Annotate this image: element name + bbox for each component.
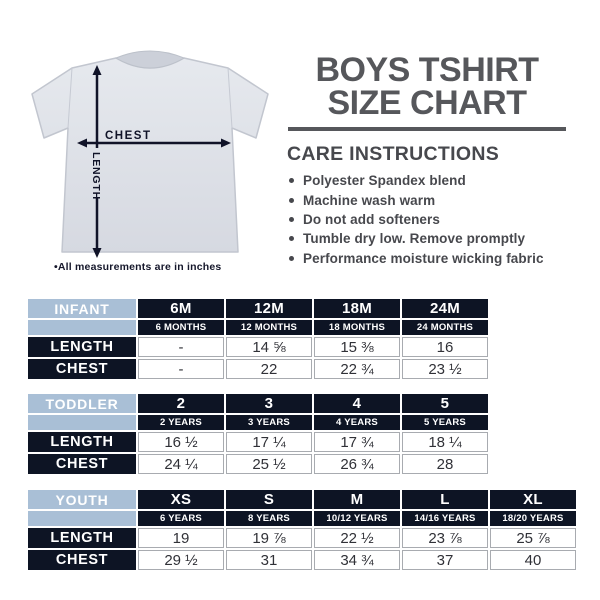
size-header: 5	[402, 394, 488, 413]
chest-value: 26 ¾	[314, 454, 400, 474]
length-value: 15 ⅜	[314, 337, 400, 357]
care-instructions-list	[289, 171, 544, 268]
chest-value: 28	[402, 454, 488, 474]
chest-value: -	[138, 359, 224, 379]
group-header-spacer	[28, 511, 136, 526]
tshirt-figure	[28, 46, 273, 266]
length-value: -	[138, 337, 224, 357]
care-instruction-item	[289, 190, 544, 209]
chest-value: 29 ½	[138, 550, 224, 570]
chest-arrow-label: CHEST	[105, 130, 152, 142]
age-header: 14/16 YEARS	[402, 511, 488, 526]
age-header: 6 YEARS	[138, 511, 224, 526]
chest-value: 22	[226, 359, 312, 379]
chest-value: 37	[402, 550, 488, 570]
chest-value: 25 ½	[226, 454, 312, 474]
measurement-footnote: •All measurements are in inches	[54, 261, 222, 273]
length-value: 16	[402, 337, 488, 357]
size-header: XS	[138, 490, 224, 509]
care-instruction-text: Machine wash warm	[303, 192, 436, 208]
care-instruction-item	[289, 229, 544, 248]
care-instruction-text: Performance moisture wicking fabric	[303, 250, 544, 266]
age-header: 18 MONTHS	[314, 320, 400, 335]
age-header: 8 YEARS	[226, 511, 312, 526]
care-instruction-item	[289, 249, 544, 268]
tshirt-body	[32, 58, 268, 252]
size-header: 2	[138, 394, 224, 413]
care-instructions-heading: CARE INSTRUCTIONS	[287, 143, 500, 165]
bullet-icon	[289, 217, 294, 222]
size-header: L	[402, 490, 488, 509]
group-header: TODDLER	[28, 394, 136, 413]
length-value: 19 ⅞	[226, 528, 312, 548]
age-header: 10/12 YEARS	[314, 511, 400, 526]
age-header: 12 MONTHS	[226, 320, 312, 335]
chest-value: 22 ¾	[314, 359, 400, 379]
age-header: 4 YEARS	[314, 415, 400, 430]
age-header: 5 YEARS	[402, 415, 488, 430]
length-value: 25 ⅞	[490, 528, 576, 548]
page-title-line1: BOYS TSHIRT	[315, 51, 539, 89]
care-instruction-item	[289, 210, 544, 229]
chest-value: 31	[226, 550, 312, 570]
group-header-spacer	[28, 415, 136, 430]
length-value: 22 ½	[314, 528, 400, 548]
size-header: XL	[490, 490, 576, 509]
size-header: S	[226, 490, 312, 509]
group-header: INFANT	[28, 299, 136, 318]
length-row-label: LENGTH	[28, 528, 136, 548]
title-divider	[288, 127, 566, 131]
care-instruction-text: Polyester Spandex blend	[303, 173, 466, 189]
care-instruction-item	[289, 171, 544, 190]
care-instruction-text: Do not add softeners	[303, 211, 441, 227]
page-title	[287, 51, 567, 122]
chest-value: 24 ¼	[138, 454, 224, 474]
size-header: 18M	[314, 299, 400, 318]
length-value: 16 ½	[138, 432, 224, 452]
age-header: 3 YEARS	[226, 415, 312, 430]
length-value: 18 ¼	[402, 432, 488, 452]
size-table-toddler	[26, 392, 490, 476]
length-value: 23 ⅞	[402, 528, 488, 548]
size-header: 12M	[226, 299, 312, 318]
care-instruction-text: Tumble dry low. Remove promptly	[303, 231, 526, 247]
age-header: 2 YEARS	[138, 415, 224, 430]
length-arrow-label: LENGTH	[90, 152, 102, 200]
size-header: 6M	[138, 299, 224, 318]
chest-value: 23 ½	[402, 359, 488, 379]
length-row-label: LENGTH	[28, 337, 136, 357]
length-value: 17 ¼	[226, 432, 312, 452]
bullet-icon	[289, 256, 294, 261]
size-header: M	[314, 490, 400, 509]
chest-row-label: CHEST	[28, 550, 136, 570]
chest-row-label: CHEST	[28, 454, 136, 474]
tshirt-graphic	[28, 46, 273, 266]
size-header: 24M	[402, 299, 488, 318]
group-header: YOUTH	[28, 490, 136, 509]
chest-row-label: CHEST	[28, 359, 136, 379]
age-header: 6 MONTHS	[138, 320, 224, 335]
length-row-label: LENGTH	[28, 432, 136, 452]
page-title-line2: SIZE CHART	[327, 84, 527, 122]
size-header: 3	[226, 394, 312, 413]
group-header-spacer	[28, 320, 136, 335]
bullet-icon	[289, 236, 294, 241]
length-value: 17 ¾	[314, 432, 400, 452]
age-header: 18/20 YEARS	[490, 511, 576, 526]
size-header: 4	[314, 394, 400, 413]
bullet-icon	[289, 178, 294, 183]
length-value: 14 ⅝	[226, 337, 312, 357]
size-table-youth	[26, 488, 578, 572]
bullet-icon	[289, 198, 294, 203]
size-table-infant	[26, 297, 490, 381]
age-header: 24 MONTHS	[402, 320, 488, 335]
chest-value: 40	[490, 550, 576, 570]
chest-value: 34 ¾	[314, 550, 400, 570]
length-value: 19	[138, 528, 224, 548]
